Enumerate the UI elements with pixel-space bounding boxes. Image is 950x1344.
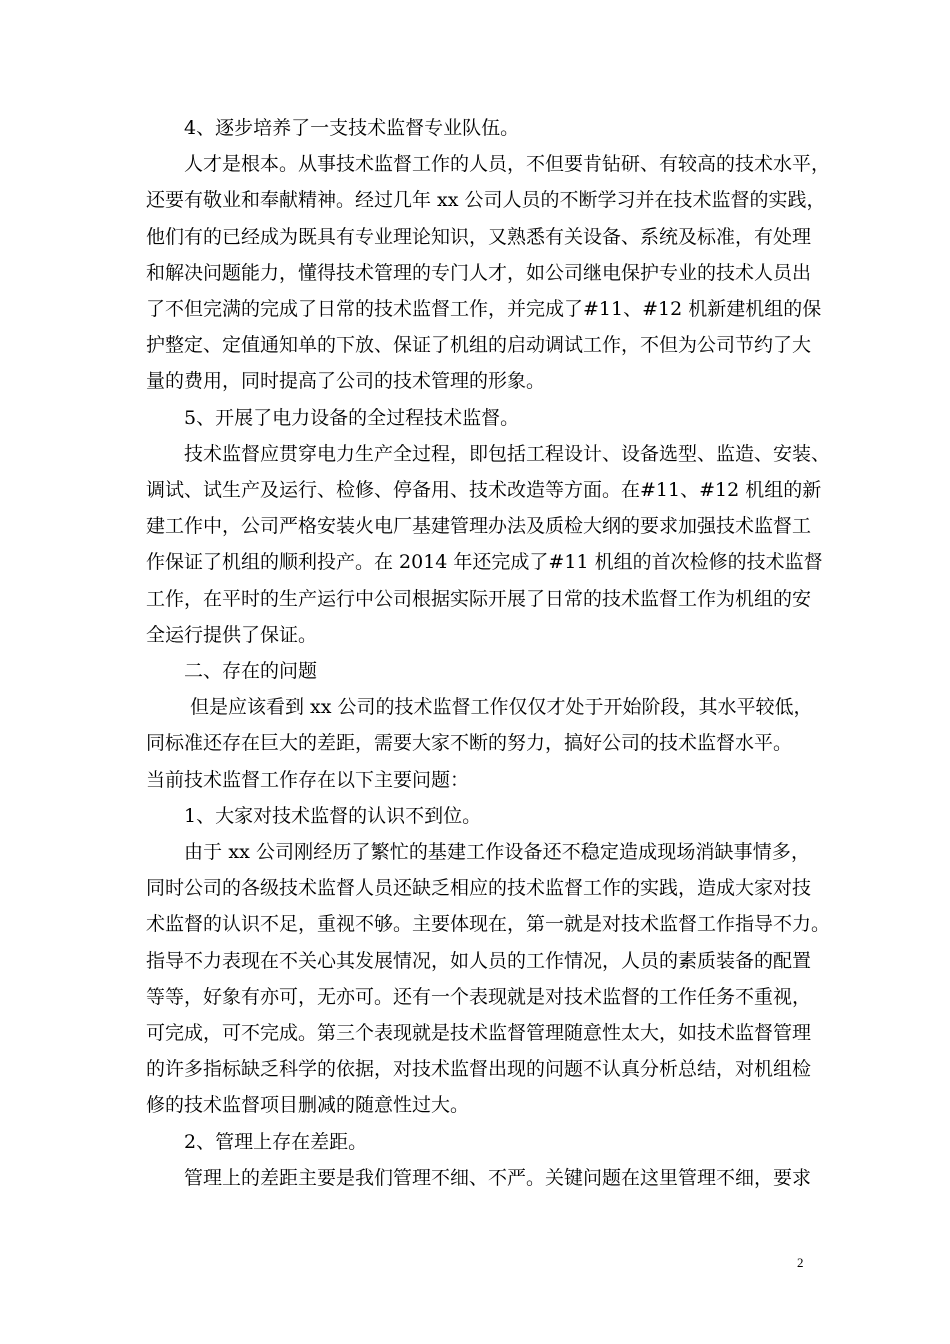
text-line: 的许多指标缺乏科学的依据，对技术监督出现的问题不认真分析总结，对机组检 [146, 1058, 812, 1081]
text-line: 4、逐步培养了一支技术监督专业队伍。 [184, 117, 520, 139]
text-line: 他们有的已经成为既具有专业理论知识，又熟悉有关设备、系统及标准，有处理 [146, 225, 812, 248]
heading-1 [146, 798, 810, 834]
text-line: 还要有敬业和奉献精神。经过几年 xx 公司人员的不断学习并在技术监督的实践， [146, 189, 826, 212]
paragraph-problems-intro [146, 689, 813, 798]
document-page [146, 110, 831, 1196]
text-line: 等等，好象有亦可，无亦可。还有一个表现就是对技术监督的工作任务不重视， [146, 985, 812, 1008]
text-line: 技术监督应贯穿电力生产全过程，即包括工程设计、设备选型、监造、安装、 [184, 442, 831, 465]
text-line: 作保证了机组的顺利投产。在 2014 年还完成了#11 机组的首次检修的技术监督 [146, 551, 823, 574]
heading-4 [146, 110, 810, 146]
text-line: 和解决问题能力，懂得技术管理的专门人才，如公司继电保护专业的技术人员出 [146, 261, 812, 284]
text-line: 了不但完满的完成了日常的技术监督工作，并完成了#11、#12 机新建机组的保 [146, 298, 822, 321]
paragraph-management [146, 1160, 810, 1196]
paragraph-talent [146, 146, 831, 399]
text-line: 建工作中，公司严格安装火电厂基建管理办法及质检大纲的要求加强技术监督工 [146, 515, 812, 538]
text-line: 1、大家对技术监督的认识不到位。 [184, 804, 482, 827]
section-heading-problems [146, 653, 810, 689]
text-line: 但是应该看到 xx 公司的技术监督工作仅仅才处于开始阶段，其水平较低， [190, 696, 813, 719]
text-line: 调试、试生产及运行、检修、停备用、技术改造等方面。在#11、#12 机组的新 [146, 479, 822, 502]
text-line: 护整定、定值通知单的下放、保证了机组的启动调试工作，不但为公司节约了大 [146, 334, 812, 357]
text-line: 管理上的差距主要是我们管理不细、不严。关键问题在这里管理不细，要求 [184, 1166, 812, 1189]
text-line: 同标准还存在巨大的差距，需要大家不断的努力，搞好公司的技术监督水平。 [146, 732, 793, 755]
text-line: 当前技术监督工作存在以下主要问题： [146, 768, 470, 791]
paragraph-supervision-process [146, 436, 831, 653]
text-line: 全运行提供了保证。 [146, 623, 318, 646]
paragraph-awareness [146, 834, 831, 1124]
text-line: 量的费用，同时提高了公司的技术管理的形象。 [146, 370, 546, 393]
text-line: 5、开展了电力设备的全过程技术监督。 [184, 406, 520, 429]
text-line: 工作，在平时的生产运行中公司根据实际开展了日常的技术监督工作为机组的安 [146, 587, 812, 610]
text-line: 2、管理上存在差距。 [184, 1130, 368, 1153]
page-number: 2 [797, 1255, 804, 1270]
text-line: 同时公司的各级技术监督人员还缺乏相应的技术监督工作的实践，造成大家对技 [146, 877, 812, 900]
text-line: 二、存在的问题 [184, 660, 318, 683]
heading-2 [146, 1124, 810, 1160]
heading-5 [146, 400, 810, 436]
text-line: 术监督的认识不足，重视不够。主要体现在，第一就是对技术监督工作指导不力。 [146, 913, 831, 936]
text-line: 指导不力表现在不关心其发展情况，如人员的工作情况，人员的素质装备的配置 [146, 949, 812, 972]
text-line: 修的技术监督项目删减的随意性过大。 [146, 1094, 470, 1117]
text-line: 由于 xx 公司刚经历了繁忙的基建工作设备还不稳定造成现场消缺事情多， [184, 841, 810, 864]
text-line: 人才是根本。从事技术监督工作的人员，不但要肯钻研、有较高的技术水平， [184, 153, 831, 176]
text-line: 可完成，可不完成。第三个表现就是技术监督管理随意性太大，如技术监督管理 [146, 1022, 812, 1045]
